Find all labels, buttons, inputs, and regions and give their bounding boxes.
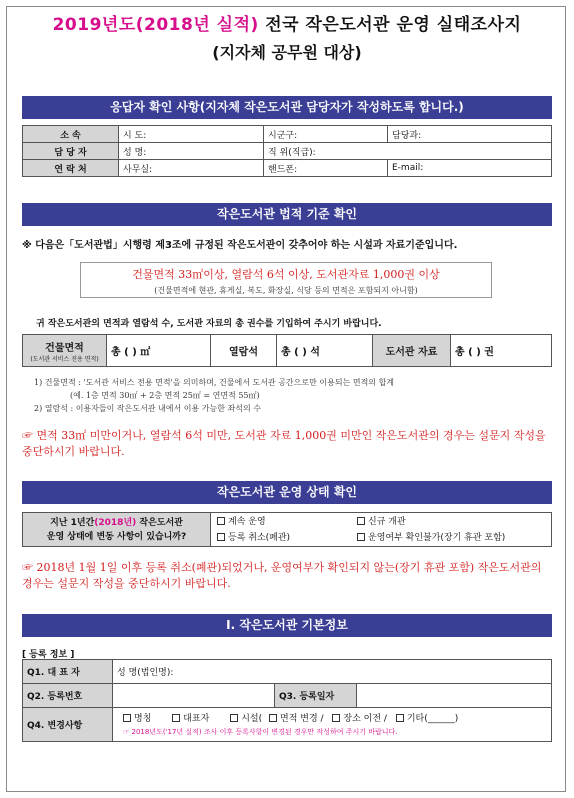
row-label-contact: 연 락 처	[23, 160, 119, 177]
option-area-change[interactable]: 면적 변경 /	[269, 714, 324, 724]
sido-field[interactable]: 시 도:	[119, 126, 264, 143]
option-other[interactable]: 기타(______)	[396, 714, 458, 724]
option-unverifiable[interactable]: 운영여부 확인불가(장기 휴관 포함)	[357, 533, 505, 543]
legal-standard-box	[80, 262, 492, 298]
option-closed[interactable]: 등록 취소(폐관)	[217, 530, 357, 546]
checkbox-icon[interactable]	[357, 517, 365, 525]
material-input[interactable]: 총 ( ) 권	[451, 335, 552, 367]
legal-warning: ☞ 면적 33㎡ 미만이거나, 열람석 6석 미만, 도서관 자료 1,000권 미만인 작은도서관의 경우는 설문지 작성을 중단하시기 바랍니다.	[22, 429, 546, 458]
respondent-section-bar: 응답자 확인 사항(지자체 작은도서관 담당자가 작성하도록 합니다.)	[22, 96, 552, 119]
option-relocation[interactable]: 장소 이전 /	[332, 714, 387, 724]
operation-section-bar: 작은도서관 운영 상태 확인	[22, 481, 552, 504]
change-options	[113, 708, 552, 742]
checkbox-icon[interactable]	[396, 714, 404, 722]
footnote-area-example: (예. 1층 면적 30㎡ + 2층 면적 25㎡ = 연면적 55㎡)	[70, 391, 260, 400]
registration-date-input[interactable]	[357, 684, 552, 708]
operation-options	[211, 513, 552, 547]
representative-input[interactable]: 성 명(법인명):	[113, 660, 552, 684]
checkbox-icon[interactable]	[269, 714, 277, 722]
q3-label: Q3. 등록일자	[275, 684, 357, 708]
option-representative-change[interactable]: 대표자	[172, 714, 209, 724]
option-new-opening[interactable]: 신규 개관	[357, 517, 406, 527]
checkbox-icon[interactable]	[217, 517, 225, 525]
operation-table	[22, 512, 552, 547]
option-name-change[interactable]: 명칭	[123, 714, 151, 724]
legal-note: ※ 다음은「도서관법」시행령 제3조에 규정된 작은도서관이 갖추어야 하는 시설과 자료기준입니다.	[22, 240, 458, 251]
email-field[interactable]: E-mail:	[388, 160, 552, 177]
q1-label: Q1. 대 표 자	[23, 660, 113, 684]
option-continuing[interactable]: 계속 운영	[217, 514, 357, 530]
seat-input[interactable]: 총 ( ) 석	[277, 335, 373, 367]
operation-warning: ☞ 2018년 1월 1일 이후 등록 취소(폐관)되었거나, 운영여부가 확인되지 않는(장기 휴관 포함) 작은도서관의 경우는 설문지 작성을 중단하시기 바랍니다.	[22, 561, 542, 590]
checkbox-icon[interactable]	[172, 714, 180, 722]
mobile-field[interactable]: 핸드폰:	[264, 160, 388, 177]
legal-question: 귀 작은도서관의 면적과 열람석 수, 도서관 자료의 총 권수를 기입하여 주시기 바랍니다.	[36, 319, 382, 329]
basic-info-section-bar: Ⅰ. 작은도서관 기본정보	[22, 614, 552, 637]
footnote-area: 1) 건물면적 : '도서관 서비스 전용 면적'을 의미하며, 건물에서 도서관 공간으로만 이용되는 면적의 합계	[34, 378, 395, 387]
checkbox-icon[interactable]	[357, 533, 365, 541]
checkbox-icon[interactable]	[123, 714, 131, 722]
material-label: 도서관 자료	[373, 335, 451, 367]
name-field[interactable]: 성 명:	[119, 143, 264, 160]
area-label: 건물면적	[45, 342, 84, 354]
legal-input-table	[22, 334, 552, 367]
position-field[interactable]: 직 위(직급):	[264, 143, 552, 160]
respondent-table	[22, 125, 552, 177]
office-phone-field[interactable]: 사무실:	[119, 160, 264, 177]
checkbox-icon[interactable]	[217, 533, 225, 541]
registration-number-input[interactable]	[113, 684, 275, 708]
q2-label: Q2. 등록번호	[23, 684, 113, 708]
legal-standard-exclusion: (건물면적에 현관, 휴게실, 복도, 화장실, 식당 등의 면적은 포함되지 아니함)	[154, 286, 418, 295]
page-title: 2019년도(2018년 실적) 전국 작은도서관 운영 실태조사지	[52, 15, 522, 35]
seat-label: 열람석	[211, 335, 277, 367]
footnote-seat: 2) 열람석 : 이용자들이 작은도서관 내에서 이용 가능한 좌석의 수	[34, 404, 261, 413]
registration-table	[22, 659, 552, 742]
row-label-manager: 담 당 자	[23, 143, 119, 160]
q4-label: Q4. 변경사항	[23, 708, 113, 742]
legal-section-bar: 작은도서관 법적 기준 확인	[22, 203, 552, 226]
sigungu-field[interactable]: 시군구:	[264, 126, 388, 143]
option-facility-change[interactable]: 시설(	[230, 714, 262, 724]
area-label-cell	[23, 335, 107, 367]
checkbox-icon[interactable]	[230, 714, 238, 722]
page-subtitle: (지자체 공무원 대상)	[212, 43, 362, 62]
checkbox-icon[interactable]	[332, 714, 340, 722]
row-label-affiliation: 소 속	[23, 126, 119, 143]
legal-standard-text: 건물면적 33㎡이상, 열람석 6석 이상, 도서관자료 1,000권 이상	[132, 268, 440, 281]
department-field[interactable]: 담당과:	[388, 126, 552, 143]
change-note: ☞ 2018년도('17년 실적) 조사 이후 등록사항이 변경된 경우만 작성하여 주시기 바랍니다.	[123, 727, 398, 736]
area-sublabel: (도서관 서비스 전용 면적)	[30, 355, 99, 363]
operation-question: 지난 1년간(2018년) 작은도서관 운영 상태에 변동 사항이 있습니까?	[23, 513, 211, 547]
registration-info-heading: [ 등록 정보 ]	[22, 650, 75, 660]
area-input[interactable]: 총 ( ) ㎡	[107, 335, 211, 367]
